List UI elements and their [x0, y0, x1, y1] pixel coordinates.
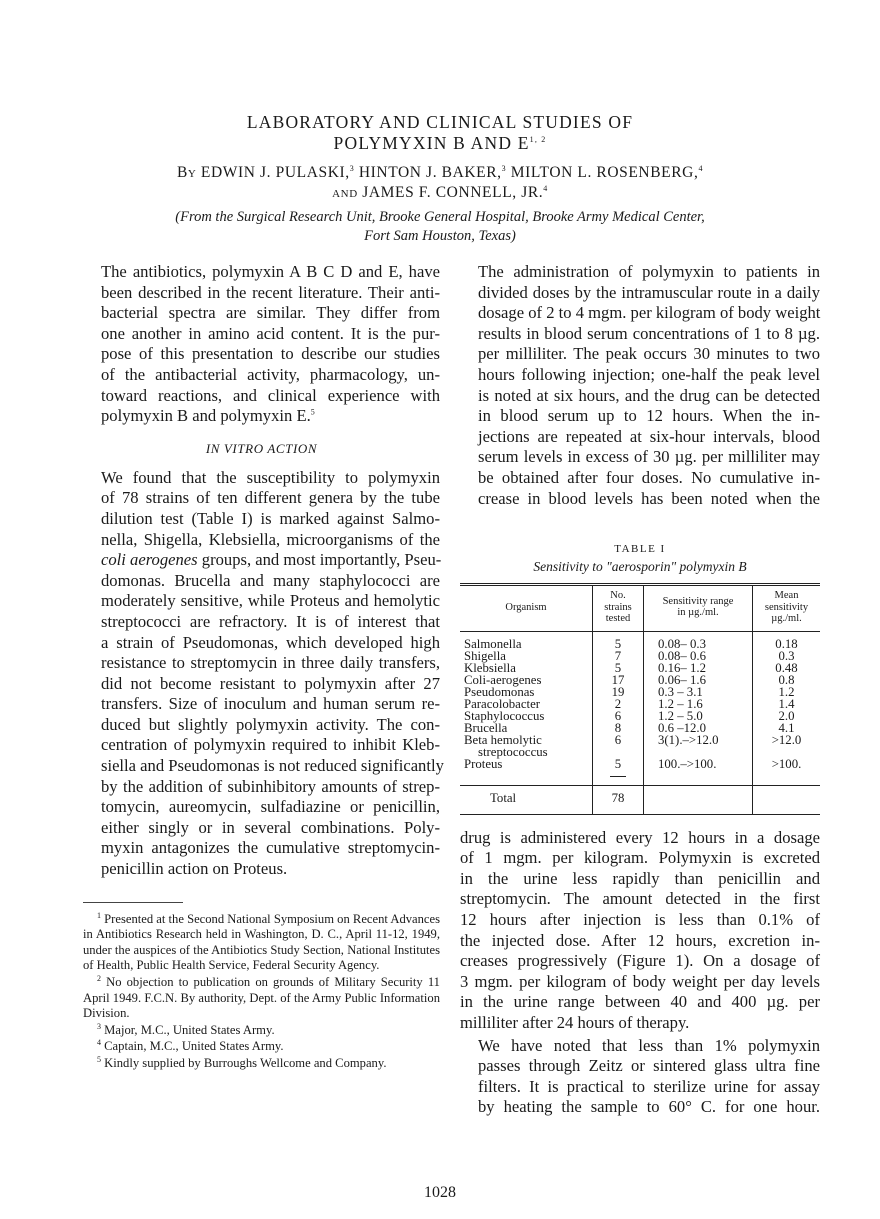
- intro-last-text: polymyxin B and polymyxin E.: [101, 406, 311, 426]
- cell-organism: Proteus: [464, 756, 503, 771]
- cell-strains: 5: [593, 631, 644, 650]
- header-strains: [593, 585, 644, 632]
- invitro-line: myxin antagonizes the cumulative streptomycin-: [101, 838, 440, 858]
- invitro-line: We found that the susceptibility to polymyxin: [101, 467, 440, 487]
- cell-range: 1.2 – 5.0: [644, 710, 753, 722]
- and-word: and: [332, 184, 358, 201]
- intro-line: of the antibacterial activity, pharmacology, un-: [101, 364, 440, 384]
- footnote-5-mark: 5: [97, 1054, 101, 1064]
- invitro-line: domonas. Brucella and many staphylococci are: [101, 570, 440, 590]
- footnote-2-mark: 2: [97, 973, 101, 983]
- footnote-3: [83, 1023, 440, 1039]
- cell-range: 3(1).–>12.0: [644, 734, 753, 758]
- in-vitro-paragraph: [83, 467, 444, 880]
- admin-line: divided doses by the intramuscular route in a daily: [478, 282, 820, 302]
- filtration-line: passes through Zeitz or sintered glass ultra fine: [478, 1056, 820, 1076]
- authors-line-1: [0, 163, 880, 183]
- table-row: [460, 674, 820, 686]
- invitro-line-last: penicillin action on Proteus.: [101, 859, 288, 879]
- intro-line: bacterial spectra are similar. They differ from: [101, 303, 440, 323]
- cell-mean: 0.3: [753, 650, 821, 662]
- table-title: Sensitivity to "aerosporin" polymyxin B: [533, 559, 747, 575]
- cell-mean: 4.1: [753, 722, 821, 734]
- cell-strains: 6: [593, 710, 644, 722]
- invitro-line: of 78 strains of ten different genera by the tube: [101, 488, 440, 508]
- filtration-line: filters. It is practical to sterilize urine for assay: [478, 1076, 820, 1096]
- invitro-line: by the addition of subinhibitory amounts of strep-: [101, 776, 440, 796]
- invitro-line: dilution test (Table I) is marked against Salmo-: [101, 508, 440, 528]
- table-caption: [460, 543, 820, 575]
- header-range: [644, 585, 753, 632]
- admin-line: hours following injection; one-half the peak level: [478, 364, 820, 384]
- header-mean: [753, 585, 821, 632]
- cell-organism: Brucella: [464, 720, 508, 735]
- header-strains-2: strains: [604, 601, 632, 613]
- footnote-4: [83, 1039, 440, 1055]
- admin-line: dosage of 2 to 4 mgm. per kilogram of body weight: [478, 303, 821, 323]
- footnote-3-mark: 3: [97, 1021, 101, 1031]
- sensitivity-table: [460, 583, 820, 815]
- excretion-line-last: milliliter after 24 hours of therapy.: [460, 1012, 690, 1032]
- cell-strains-value: 5: [614, 756, 622, 771]
- intro-line: toward reactions, and clinical experience with: [101, 385, 440, 405]
- cell-strains: 5: [593, 662, 644, 674]
- excretion-line: of 1 mgm. per kilogram. Polymyxin is excreted: [460, 848, 820, 868]
- cell-organism: Coli-aerogenes: [464, 672, 542, 687]
- author-rosenberg: MILTON L. ROSENBERG,: [510, 164, 699, 181]
- excretion-line: 12 hours after injection is less than 0.1% of: [460, 910, 820, 929]
- cell-strains: 6: [593, 734, 644, 758]
- footnote-4-text: Captain, M.C., United States Army.: [104, 1039, 284, 1054]
- section-heading-in-vitro: IN VITRO ACTION: [205, 440, 318, 456]
- invitro-line: duced but slightly polymyxin activity. The con-: [101, 714, 440, 734]
- footnote-4-mark: 4: [97, 1038, 101, 1048]
- table-row: [460, 631, 820, 650]
- admin-line: is noted at six hours, and the drug can be detected: [478, 385, 820, 405]
- cell-mean: 1.2: [753, 686, 821, 698]
- cell-strains: 19: [593, 686, 644, 698]
- table-row: [460, 722, 820, 734]
- header-range-2: in µg./ml.: [677, 607, 719, 619]
- invitro-line: a strain of Pseudomonas, which developed high: [101, 632, 440, 652]
- right-column: [460, 262, 820, 1118]
- cell-range: 100.–>100.: [644, 758, 753, 786]
- invitro-line: moderately sensitive, while Proteus and hemolytic: [101, 591, 440, 611]
- admin-line: in blood serum up to 12 hours. When the in-: [478, 406, 820, 426]
- header-range-1: Sensitivity range: [662, 595, 734, 607]
- footnote-3-text: Major, M.C., United States Army.: [104, 1022, 275, 1037]
- excretion-line: in the urine range between 40 and 400 µg. per: [460, 992, 820, 1012]
- header-mean-1: Mean: [774, 590, 799, 602]
- cell-mean: >100.: [753, 758, 821, 786]
- footnotes: [83, 912, 440, 1072]
- invitro-line: nella, Shigella, Klebsiella, microorganisms of the: [101, 529, 440, 549]
- excretion-line: 3 mgm. per kilogram of body weight per day levels: [460, 971, 820, 991]
- footnote-1: [83, 912, 440, 974]
- cell-organism: Paracolobacter: [464, 696, 541, 711]
- footnote-1-text: Presented at the Second National Symposium on Recent Advances in Antibiotics Research held in Washington, D. C., April 11-12, 1949, under the auspices of the Antibiotics Study Section, National Institutes of Health, Public Health Service, Federal Security Agency.: [83, 911, 441, 973]
- title-line-2-text: POLYMYXIN B AND E: [333, 133, 530, 153]
- author-baker-mark: 3: [501, 163, 507, 173]
- cell-strains: [593, 758, 644, 786]
- header-mean-2: sensitivity: [764, 601, 809, 613]
- footnote-5-text: Kindly supplied by Burroughs Wellcome and Company.: [104, 1055, 387, 1070]
- subtotal-rule: [610, 776, 626, 777]
- invitro-line: either singly or in several combinations. Poly-: [101, 817, 440, 837]
- cell-mean: 0.18: [753, 631, 821, 650]
- invitro-line: coli aerogenes groups, and most importantly, Pseu-: [101, 550, 442, 570]
- cell-mean: 1.4: [753, 698, 821, 710]
- admin-line: per milliliter. The peak occurs 30 minutes to two: [478, 344, 820, 364]
- author-connell-mark: 4: [543, 183, 548, 193]
- affiliation-line-1: (From the Surgical Research Unit, Brooke General Hospital, Brooke Army Medical Center,: [175, 209, 705, 225]
- intro-paragraph: [83, 262, 440, 427]
- title-line-2: [0, 133, 880, 154]
- left-column: [83, 262, 444, 1073]
- cell-organism-line-1: Beta hemolytic: [464, 732, 542, 747]
- footnote-divider: [83, 902, 183, 903]
- italic-term: coli aerogenes: [101, 550, 198, 570]
- cell-range: 0.08– 0.6: [644, 650, 753, 662]
- author-pulaski-mark: 3: [349, 163, 355, 173]
- admin-line: be obtained after four doses. No cumulative in-: [478, 467, 820, 487]
- admin-line: jections are repeated at six-hour intervals, blood: [478, 426, 820, 446]
- cell-mean: 2.0: [753, 710, 821, 722]
- cell-organism-line-2: streptococcus: [478, 744, 548, 759]
- invitro-line: transfers. Size of inoculum and human serum re-: [101, 694, 440, 714]
- page-number: 1028: [424, 1184, 456, 1201]
- intro-line: been described in the recent literature. Their anti-: [101, 282, 440, 302]
- footnote-1-mark: 1: [97, 910, 101, 920]
- invitro-line: streptococci are refractory. It is of interest that: [101, 611, 440, 631]
- cell-organism: Staphylococcus: [464, 708, 545, 723]
- filtration-line: We have noted that less than 1% polymyxin: [478, 1035, 820, 1055]
- invitro-line: tomycin, aureomycin, sulfadiazine or penicillin,: [101, 797, 440, 817]
- cell-organism: Klebsiella: [464, 660, 516, 675]
- cell-total-strains: 78: [593, 785, 644, 814]
- cell-organism: Pseudomonas: [464, 684, 535, 699]
- cell-total-mean: [753, 785, 821, 814]
- excretion-paragraph: [460, 828, 820, 1034]
- invitro-line: centration of polymyxin required to inhibit Kleb-: [101, 735, 440, 755]
- cell-range: 0.08– 0.3: [644, 631, 753, 650]
- author-list: [0, 163, 880, 203]
- author-rosenberg-mark: 4: [698, 163, 704, 173]
- invitro-line: resistance to streptomycin in three daily transfers,: [101, 653, 440, 673]
- admin-line: results in blood serum concentrations of 1 to 8 µg.: [478, 323, 820, 343]
- excretion-line: creases progressively (Figure 1). On a dosage of: [460, 951, 820, 971]
- filtration-line: by heating the sample to 60° C. for one hour.: [478, 1097, 820, 1117]
- table-row: [460, 650, 820, 662]
- excretion-line: the injected dose. After 12 hours, excretion in-: [460, 930, 820, 950]
- invitro-line: did not become resistant to polymyxin after 27: [101, 673, 440, 693]
- table-header-row: [460, 585, 820, 632]
- administration-paragraph: [460, 262, 820, 509]
- admin-line: serum levels in excess of 30 µg. per milliliter may: [478, 447, 820, 467]
- header-organism: Organism: [460, 585, 593, 632]
- cell-range: 0.6 –12.0: [644, 722, 753, 734]
- cell-range: 0.06– 1.6: [644, 674, 753, 686]
- title-line-1: LABORATORY AND CLINICAL STUDIES OF: [246, 112, 634, 132]
- title-footnote-marks: 1, 2: [529, 135, 547, 145]
- excretion-line: streptomycin. The amount detected in the first: [460, 889, 820, 909]
- cell-range: 0.3 – 3.1: [644, 686, 753, 698]
- intro-line: The antibiotics, polymyxin A B C D and E, have: [101, 262, 440, 281]
- excretion-line: in the urine less rapidly than penicillin and: [460, 868, 820, 888]
- intro-line: one another in amino acid content. It is the pur-: [101, 323, 440, 343]
- cell-total-range: [644, 785, 753, 814]
- author-connell: JAMES F. CONNELL, JR.: [362, 184, 544, 201]
- admin-line: crease in blood levels has been noted when the: [478, 488, 820, 508]
- invitro-line: siella and Pseudomonas is not reduced significantly: [101, 756, 444, 776]
- footnote-2-text: No objection to publication on grounds of Military Security 11 April 1949. F.C.N. By authority, Dept. of the Army Public Information Division.: [83, 975, 440, 1021]
- cell-strains: 7: [593, 650, 644, 662]
- author-baker: HINTON J. BAKER,: [358, 164, 502, 181]
- table-row-proteus: [460, 758, 820, 786]
- cell-total-label: Total: [460, 785, 593, 814]
- cell-organism: Salmonella: [464, 636, 522, 651]
- cell-range: 0.16– 1.2: [644, 662, 753, 674]
- header-strains-1: No.: [610, 590, 626, 602]
- table-row: [460, 710, 820, 722]
- table-row-beta-hemolytic: [460, 734, 820, 758]
- cell-strains: 17: [593, 674, 644, 686]
- intro-footnote-mark: 5: [310, 407, 315, 417]
- cell-range: 1.2 – 1.6: [644, 698, 753, 710]
- footnote-5: [83, 1056, 440, 1072]
- excretion-line: drug is administered every 12 hours in a dosage: [460, 827, 820, 847]
- cell-mean: 0.8: [753, 674, 821, 686]
- affiliation: [0, 208, 880, 246]
- cell-organism: Shigella: [464, 648, 506, 663]
- footnote-2: [83, 975, 440, 1022]
- author-pulaski: EDWIN J. PULASKI,: [200, 164, 350, 181]
- table-row-total: [460, 785, 820, 814]
- affiliation-line-2: Fort Sam Houston, Texas): [364, 228, 516, 244]
- authors-line-2: [0, 183, 880, 203]
- intro-line-last: [83, 406, 440, 427]
- article-title: [0, 112, 880, 154]
- table-label: TABLE I: [614, 543, 666, 556]
- intro-line: pose of this presentation to describe our studies: [101, 344, 440, 364]
- cell-strains: 8: [593, 722, 644, 734]
- cell-organism: [460, 734, 593, 758]
- cell-mean: 0.48: [753, 662, 821, 674]
- admin-line: The administration of polymyxin to patients in: [478, 262, 820, 281]
- table-row: [460, 686, 820, 698]
- cell-mean: >12.0: [753, 734, 821, 758]
- filtration-paragraph: [460, 1036, 820, 1118]
- header-strains-3: tested: [605, 613, 631, 625]
- table-row: [460, 698, 820, 710]
- table-row: [460, 662, 820, 674]
- header-mean-3: µg./ml.: [771, 613, 802, 625]
- cell-strains: 2: [593, 698, 644, 710]
- by-word: By: [176, 164, 197, 181]
